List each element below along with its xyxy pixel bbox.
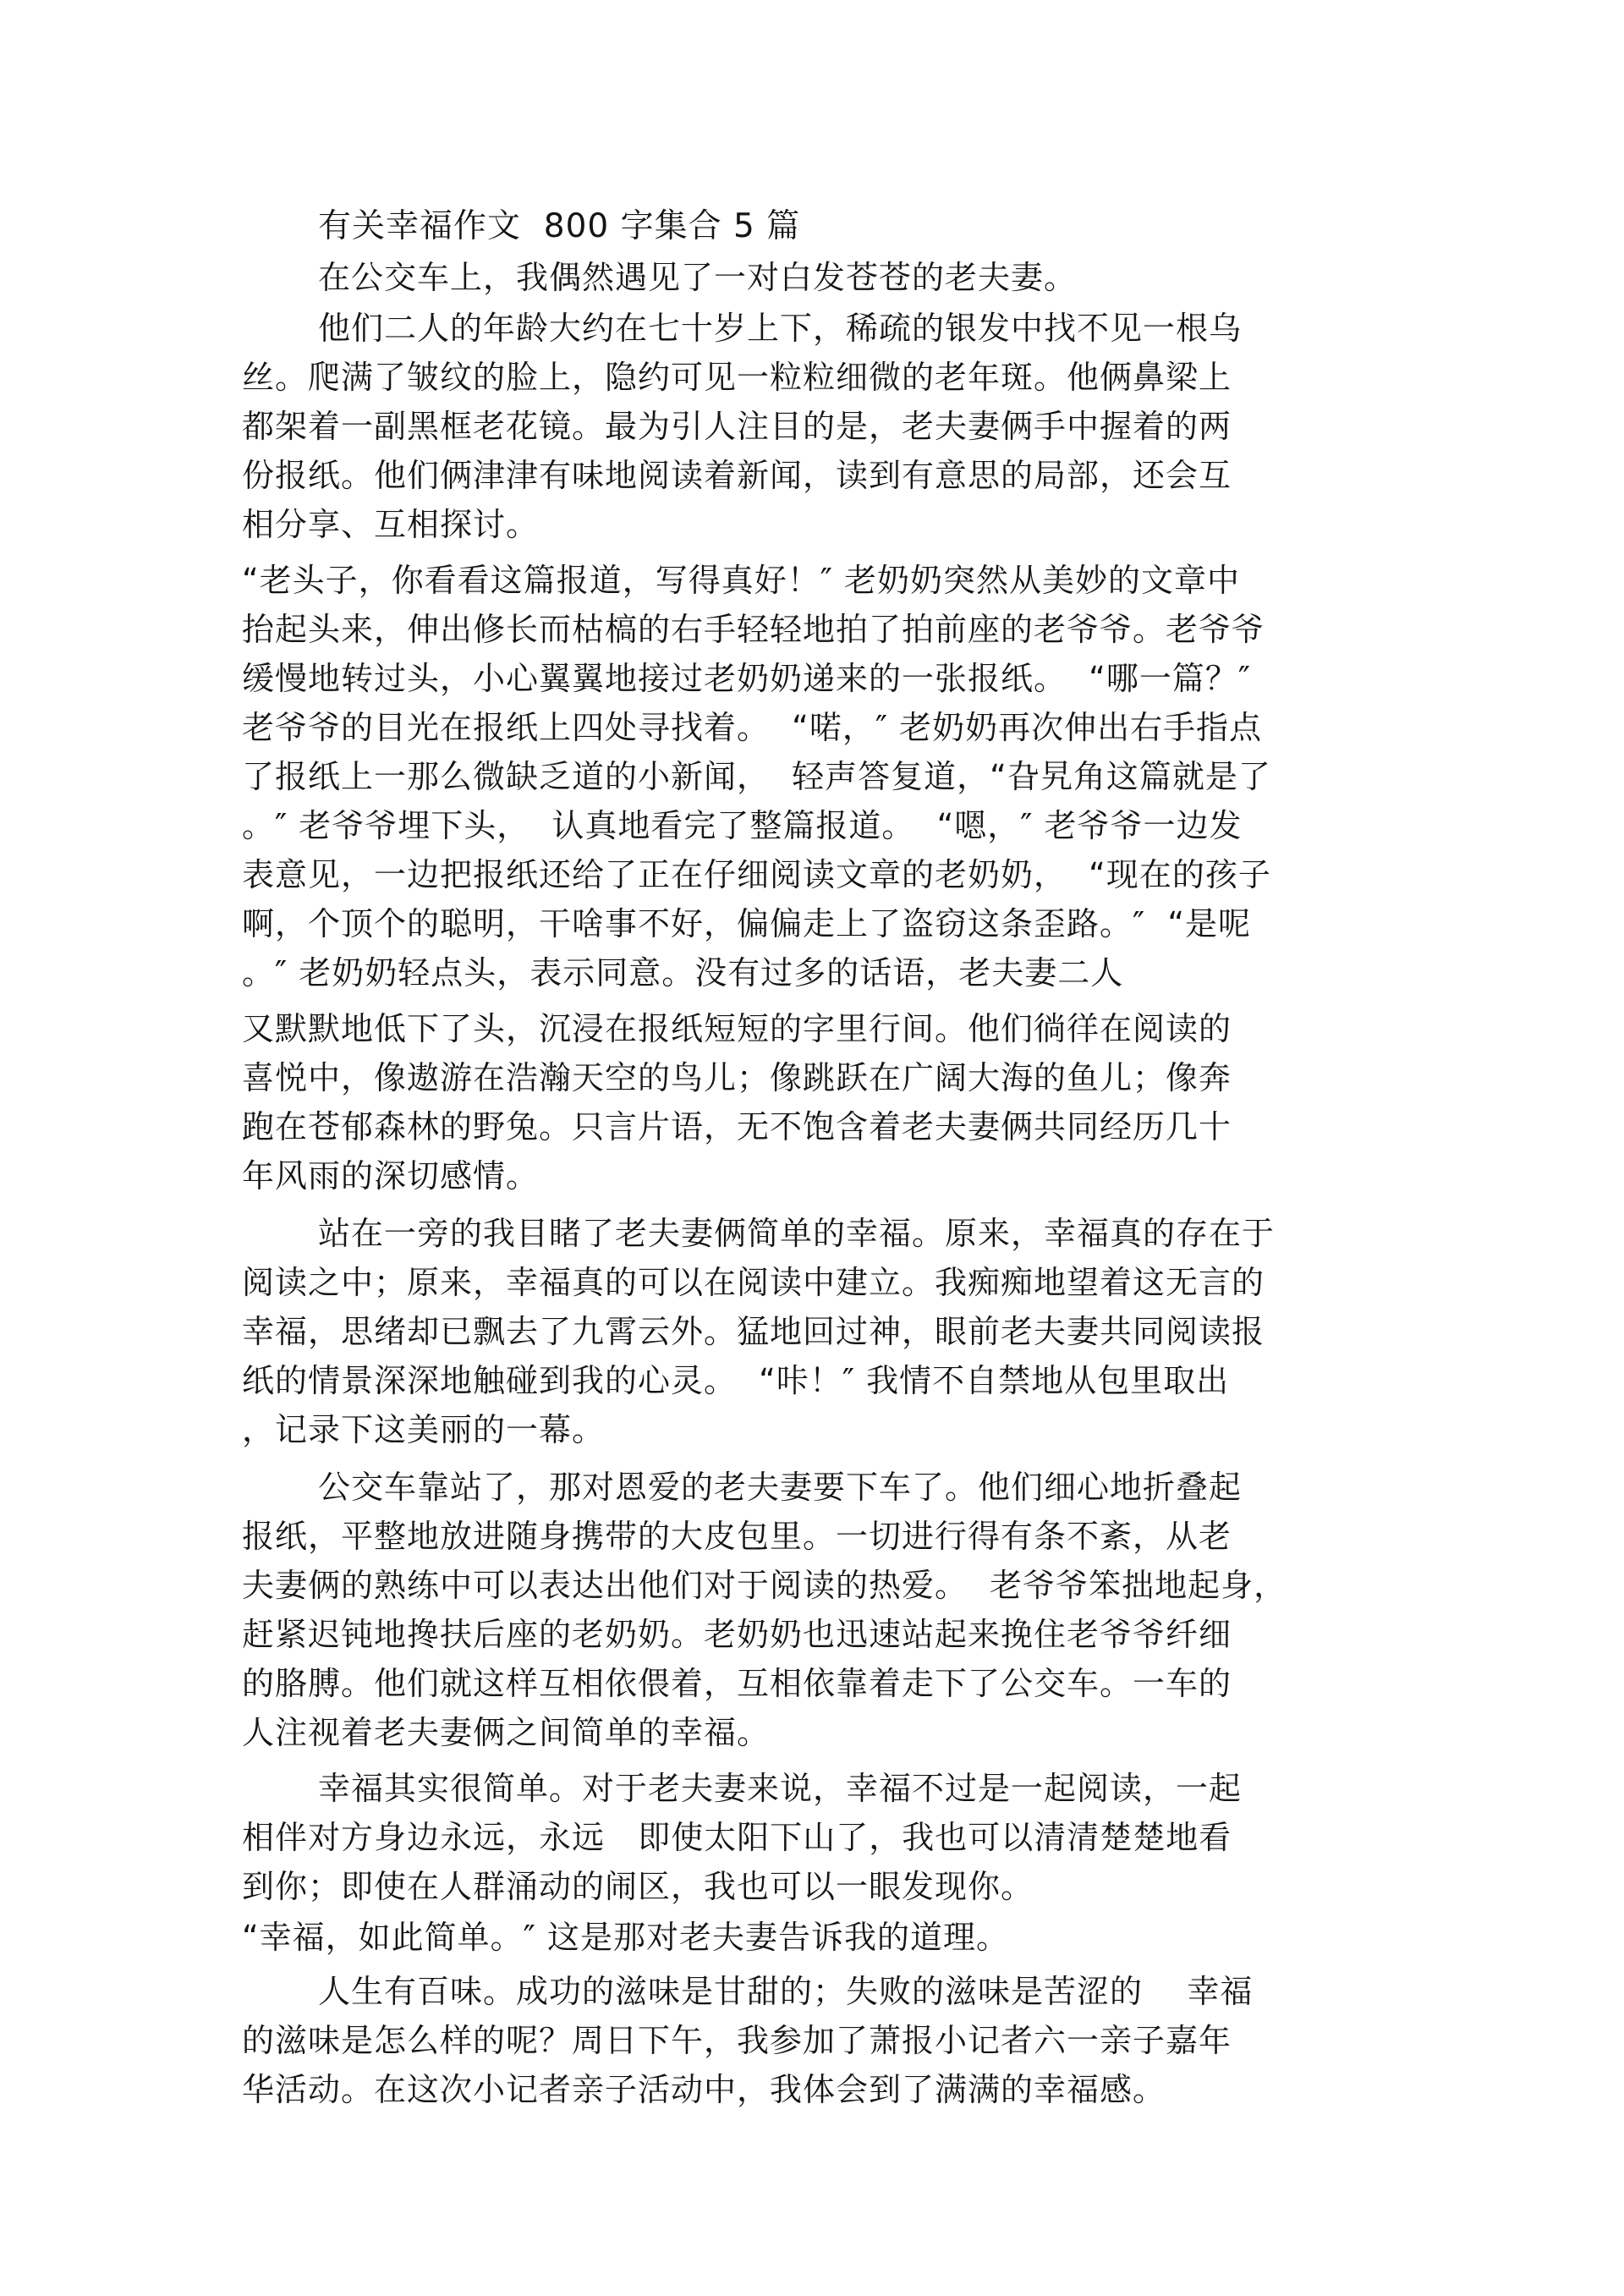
paragraph-line: “老头子，你看看这篇报道，写得真好！″ 老奶奶突然从美妙的文章中: [242, 562, 1240, 599]
paragraph-line: 阅读之中；原来，幸福真的可以在阅读中建立。我痴痴地望着这无言的: [242, 1264, 1265, 1301]
paragraph-line: 幸福，思绪却已飘去了九霄云外。猛地回过神，眼前老夫妻共同阅读报: [242, 1313, 1265, 1350]
paragraph-line: 报纸，平整地放进随身携带的大皮包里。一切进行得有条不紊，从老: [242, 1518, 1232, 1555]
paragraph-line: 了报纸上一那么微缺乏道的小新闻， 轻声答复道，“旮旯角这篇就是了: [242, 758, 1271, 795]
paragraph-line: 跑在苍郁森林的野兔。只言片语，无不饱含着老夫妻俩共同经历几十: [242, 1108, 1232, 1145]
paragraph-line: 纸的情景深深地触碰到我的心灵。 “咔！″ 我情不自禁地从包里取出: [242, 1362, 1230, 1399]
paragraph-line: 啊，个顶个的聪明，干啥事不好，偏偏走上了盗窃这条歪路。″ “是呢: [242, 905, 1252, 942]
paragraph-line: 人生有百味。成功的滋味是甘甜的；失败的滋味是苦涩的 幸福: [318, 1973, 1254, 2010]
document-title: 有关幸福作文 800 字集合 5 篇: [318, 207, 801, 245]
paragraph-line: 老爷爷的目光在报纸上四处寻找着。 “喏，″ 老奶奶再次伸出右手指点: [242, 709, 1263, 746]
paragraph-line: 喜悦中，像遨游在浩瀚天空的鸟儿；像跳跃在广阔大海的鱼儿；像奔: [242, 1059, 1232, 1096]
paragraph-line: 到你；即使在人群涌动的闹区，我也可以一眼发现你。: [242, 1868, 1034, 1905]
paragraph-line: “幸福，如此简单。″ 这是那对老夫妻告诉我的道理。: [242, 1919, 1009, 1956]
paragraph-line: 他们二人的年龄大约在七十岁上下，稀疏的银发中找不见一根乌: [318, 310, 1243, 347]
paragraph-line: 。″ 老奶奶轻点头，表示同意。没有过多的话语，老夫妻二人: [242, 954, 1124, 991]
paragraph-line: 表意见，一边把报纸还给了正在仔细阅读文章的老奶奶， “现在的孩子: [242, 856, 1271, 893]
paragraph-line: 缓慢地转过头，小心翼翼地接过老奶奶递来的一张报纸。 “哪一篇？″: [242, 660, 1252, 697]
paragraph-line: 人注视着老夫妻俩之间简单的幸福。: [242, 1714, 771, 1751]
paragraph-line: 相分享、互相探讨。: [242, 506, 540, 543]
paragraph-line: 相伴对方身边永远，永远 即使太阳下山了，我也可以清清楚楚地看: [242, 1819, 1232, 1856]
paragraph-line: 幸福其实很简单。对于老夫妻来说，幸福不过是一起阅读，一起: [318, 1770, 1243, 1807]
paragraph-line: 年风雨的深切感情。: [242, 1157, 540, 1195]
paragraph-line: 的胳膊。他们就这样互相依偎着，互相依靠着走下了公交车。一车的: [242, 1665, 1232, 1702]
paragraph-line: 华活动。在这次小记者亲子活动中，我体会到了满满的幸福感。: [242, 2071, 1166, 2108]
paragraph-line: 的滋味是怎么样的呢？周日下午，我参加了萧报小记者六一亲子嘉年: [242, 2022, 1232, 2059]
paragraph-line: 份报纸。他们俩津津有味地阅读着新闻，读到有意思的局部，还会互: [242, 457, 1232, 494]
paragraph-line: 夫妻俩的熟练中可以表达出他们对于阅读的热爱。 老爷爷笨拙地起身，: [242, 1567, 1287, 1604]
paragraph-line: 赶紧迟钝地搀扶后座的老奶奶。老奶奶也迅速站起来挽住老爷爷纤细: [242, 1616, 1232, 1653]
paragraph-line: 丝。爬满了皱纹的脸上，隐约可见一粒粒细微的老年斑。他俩鼻梁上: [242, 359, 1232, 396]
paragraph-line: 站在一旁的我目睹了老夫妻俩简单的幸福。原来，幸福真的存在于: [318, 1215, 1276, 1252]
paragraph-line: 都架着一副黑框老花镜。最为引人注目的是，老夫妻俩手中握着的两: [242, 408, 1232, 445]
paragraph-line: 。″ 老爷爷埋下头， 认真地看完了整篇报道。 “嗯，″ 老爷爷一边发: [242, 807, 1243, 844]
paragraph-line: ，记录下这美丽的一幕。: [242, 1411, 606, 1448]
paragraph-line: 公交车靠站了，那对恩爱的老夫妻要下车了。他们细心地折叠起: [318, 1469, 1243, 1506]
paragraph-line: 抬起头来，伸出修长而枯槁的右手轻轻地拍了拍前座的老爷爷。老爷爷: [242, 611, 1265, 648]
paragraph-line: 又默默地低下了头，沉浸在报纸短短的字里行间。他们徜徉在阅读的: [242, 1010, 1232, 1047]
paragraph-line: 在公交车上，我偶然遇见了一对白发苍苍的老夫妻。: [318, 259, 1078, 296]
